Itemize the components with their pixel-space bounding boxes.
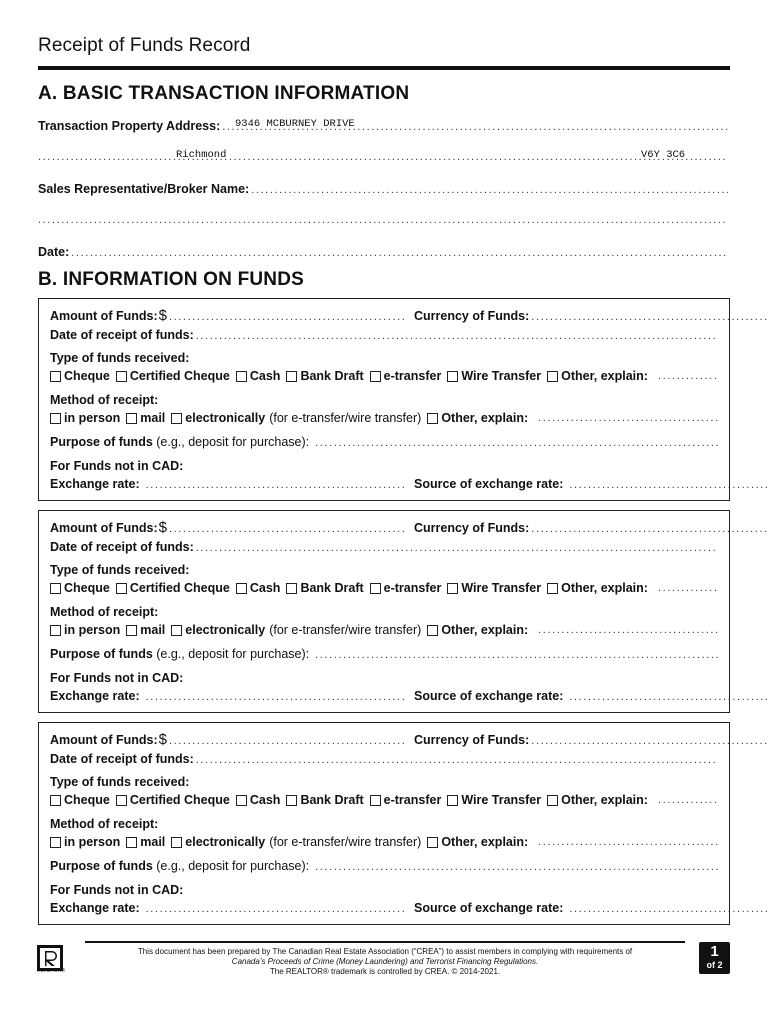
page-number: 1 (710, 943, 719, 960)
footer-line-3: The REALTOR® trademark is controlled by CREA. © 2014-2021. (269, 967, 501, 976)
page-number-badge (699, 942, 730, 974)
option-label: electronically (185, 623, 266, 637)
checkbox[interactable] (116, 583, 127, 594)
option-certified-cheque[interactable] (116, 369, 230, 383)
option-label: in person (64, 411, 121, 425)
section-b-heading: B. INFORMATION ON FUNDS (38, 269, 305, 290)
option-e-transfer[interactable] (370, 369, 442, 383)
option-label: e-transfer (383, 581, 442, 595)
exchange-rate-label: Exchange rate: (50, 477, 140, 491)
rep-label: Sales Representative/Broker Name: (38, 182, 250, 196)
exchange-source-field[interactable] (414, 901, 768, 915)
method-other-dotted-line[interactable] (538, 412, 718, 424)
option-label: mail (140, 411, 166, 425)
method-other-dotted-line[interactable] (538, 836, 718, 848)
checkbox[interactable] (126, 837, 137, 848)
checkbox[interactable] (50, 371, 61, 382)
currency-field[interactable] (414, 733, 768, 747)
option-wire-transfer[interactable] (447, 581, 541, 595)
purpose-field[interactable] (50, 647, 718, 661)
method-other[interactable] (427, 835, 528, 849)
footer-line-2: Canada’s Proceeds of Crime (Money Laundering) and Terrorist Financing Regulations. (231, 957, 539, 966)
footer-rule (85, 941, 685, 943)
option-label: Bank Draft (300, 369, 364, 383)
checkbox[interactable] (447, 795, 458, 806)
amount-dotted-line (169, 735, 406, 747)
exchange-rate-field[interactable] (50, 901, 406, 915)
option-label: Other, explain: (441, 835, 529, 849)
exchange-rate-field[interactable] (50, 477, 406, 491)
option-hint: (for e-transfer/wire transfer) (269, 835, 422, 849)
option-cash[interactable] (236, 581, 281, 595)
method-electronically[interactable] (171, 623, 421, 637)
not-cad-label: For Funds not in CAD: (50, 459, 184, 473)
exchange-source-dotted-line (569, 479, 768, 491)
date-receipt-dotted-line (196, 330, 718, 342)
option-label: Bank Draft (300, 581, 364, 595)
option-label: e-transfer (383, 369, 442, 383)
date-receipt-dotted-line (196, 542, 718, 554)
option-label: Cheque (64, 793, 110, 807)
checkbox[interactable] (50, 837, 61, 848)
checkbox[interactable] (427, 837, 438, 848)
exchange-rate-label: Exchange rate: (50, 901, 140, 915)
method-mail[interactable] (126, 411, 165, 425)
method-electronically[interactable] (171, 835, 421, 849)
dollar-sign: $ (158, 307, 167, 324)
type-received-label: Type of funds received: (50, 351, 190, 365)
option-label: Certified Cheque (129, 369, 230, 383)
amount-label: Amount of Funds: (50, 309, 158, 323)
option-wire-transfer[interactable] (447, 369, 541, 383)
fund-type-options (50, 793, 718, 807)
currency-label: Currency of Funds: (414, 521, 530, 535)
date-receipt-field[interactable] (50, 752, 718, 766)
type-received-label: Type of funds received: (50, 775, 190, 789)
date-receipt-field[interactable] (50, 540, 718, 554)
checkbox[interactable] (116, 371, 127, 382)
currency-field[interactable] (414, 309, 768, 323)
option-cash[interactable] (236, 369, 281, 383)
option-other[interactable] (547, 581, 648, 595)
currency-label: Currency of Funds: (414, 309, 530, 323)
checkbox[interactable] (427, 625, 438, 636)
footer-disclaimer (85, 947, 685, 977)
method-in-person[interactable] (50, 411, 120, 425)
amount-label: Amount of Funds: (50, 733, 158, 747)
address-line1-value: 9346 MCBURNEY DRIVE (235, 118, 355, 130)
option-label: Other, explain: (561, 793, 648, 807)
exchange-rate-label: Exchange rate: (50, 689, 140, 703)
option-wire-transfer[interactable] (447, 793, 541, 807)
document-title: Receipt of Funds Record (38, 35, 251, 56)
fund-record-1 (38, 298, 730, 501)
method-options (50, 623, 718, 637)
purpose-label: Purpose of funds (50, 647, 153, 661)
checkbox[interactable] (447, 583, 458, 594)
type-received-label: Type of funds received: (50, 563, 190, 577)
currency-dotted-line (531, 735, 768, 747)
fund-record-3 (38, 722, 730, 925)
option-certified-cheque[interactable] (116, 581, 230, 595)
method-other[interactable] (427, 411, 528, 425)
checkbox[interactable] (427, 413, 438, 424)
purpose-dotted-line (315, 861, 718, 873)
option-label: Other, explain: (561, 581, 648, 595)
option-certified-cheque[interactable] (116, 793, 230, 807)
rep-field[interactable] (38, 182, 728, 196)
checkbox[interactable] (447, 371, 458, 382)
footer-line-1: This document has been prepared by The Canadian Real Estate Association (“CREA”) to assist members in complying with requirements of (137, 947, 633, 956)
option-label: Cheque (64, 369, 110, 383)
exchange-source-dotted-line (569, 691, 768, 703)
method-other-dotted-line[interactable] (538, 624, 718, 636)
checkbox[interactable] (50, 795, 61, 806)
date-label: Date: (38, 245, 70, 259)
postal-code-value: V6Y 3C6 (641, 149, 686, 161)
exchange-source-label: Source of exchange rate: (414, 689, 564, 703)
option-bank-draft[interactable] (286, 369, 363, 383)
date-dotted-line (71, 247, 728, 259)
option-cash[interactable] (236, 793, 281, 807)
address-field[interactable] (38, 119, 728, 133)
exchange-source-dotted-line (569, 903, 768, 915)
option-label: Other, explain: (441, 411, 529, 425)
date-receipt-dotted-line (196, 754, 718, 766)
method-mail[interactable] (126, 835, 165, 849)
option-bank-draft[interactable] (286, 793, 363, 807)
purpose-field[interactable] (50, 435, 718, 449)
method-other[interactable] (427, 623, 528, 637)
option-bank-draft[interactable] (286, 581, 363, 595)
checkbox[interactable] (286, 795, 297, 806)
checkbox[interactable] (50, 413, 61, 424)
option-label: Cash (249, 369, 281, 383)
checkbox[interactable] (286, 583, 297, 594)
dollar-sign: $ (158, 519, 167, 536)
checkbox[interactable] (370, 795, 381, 806)
rep-dotted-line (251, 184, 728, 196)
option-label: Wire Transfer (461, 369, 542, 383)
currency-label: Currency of Funds: (414, 733, 530, 747)
method-label: Method of receipt: (50, 817, 159, 831)
other-explain-dotted-line[interactable] (658, 582, 718, 594)
other-explain-dotted-line[interactable] (658, 370, 718, 382)
option-label: electronically (185, 411, 266, 425)
rep-line2-dotted-line (38, 214, 728, 226)
purpose-dotted-line (315, 649, 718, 661)
checkbox[interactable] (126, 413, 137, 424)
logo-caption: REALTOR® (37, 968, 66, 974)
page-total: of 2 (706, 960, 723, 970)
checkbox[interactable] (236, 795, 247, 806)
option-cheque[interactable] (50, 793, 110, 807)
purpose-label: Purpose of funds (50, 859, 153, 873)
option-other[interactable] (547, 369, 648, 383)
option-cheque[interactable] (50, 369, 110, 383)
option-hint: (for e-transfer/wire transfer) (269, 623, 422, 637)
amount-field[interactable] (50, 307, 406, 324)
option-cheque[interactable] (50, 581, 110, 595)
dollar-sign: $ (158, 731, 167, 748)
checkbox[interactable] (547, 371, 558, 382)
exchange-rate-field[interactable] (50, 689, 406, 703)
exchange-rate-dotted-line (146, 903, 406, 915)
currency-field[interactable] (414, 521, 768, 535)
checkbox[interactable] (171, 413, 182, 424)
option-label: Cash (249, 581, 281, 595)
exchange-source-label: Source of exchange rate: (414, 901, 564, 915)
amount-field[interactable] (50, 731, 406, 748)
fund-record-2 (38, 510, 730, 713)
option-e-transfer[interactable] (370, 793, 442, 807)
method-options (50, 835, 718, 849)
option-label: Bank Draft (300, 793, 364, 807)
option-label: Other, explain: (561, 369, 648, 383)
purpose-hint: (e.g., deposit for purchase): (156, 647, 310, 661)
method-label: Method of receipt: (50, 393, 159, 407)
purpose-hint: (e.g., deposit for purchase): (156, 859, 310, 873)
option-label: mail (140, 835, 166, 849)
city-value: Richmond (176, 149, 227, 161)
method-in-person[interactable] (50, 623, 120, 637)
section-a-heading: A. BASIC TRANSACTION INFORMATION (38, 83, 410, 104)
method-mail[interactable] (126, 623, 165, 637)
rep-line2-field[interactable] (38, 214, 728, 226)
option-label: in person (64, 623, 121, 637)
fund-type-options (50, 369, 718, 383)
checkbox[interactable] (171, 625, 182, 636)
checkbox[interactable] (547, 795, 558, 806)
purpose-dotted-line (315, 437, 718, 449)
option-label: Wire Transfer (461, 793, 542, 807)
option-label: Other, explain: (441, 623, 529, 637)
fund-type-options (50, 581, 718, 595)
option-label: Cheque (64, 581, 110, 595)
currency-dotted-line (531, 311, 768, 323)
option-label: Certified Cheque (129, 581, 230, 595)
option-hint: (for e-transfer/wire transfer) (269, 411, 422, 425)
exchange-rate-dotted-line (146, 479, 406, 491)
method-electronically[interactable] (171, 411, 421, 425)
date-receipt-field[interactable] (50, 328, 718, 342)
checkbox[interactable] (50, 583, 61, 594)
checkbox[interactable] (236, 371, 247, 382)
method-in-person[interactable] (50, 835, 120, 849)
checkbox[interactable] (370, 583, 381, 594)
checkbox[interactable] (547, 583, 558, 594)
date-receipt-label: Date of receipt of funds: (50, 752, 194, 766)
purpose-hint: (e.g., deposit for purchase): (156, 435, 310, 449)
checkbox[interactable] (236, 583, 247, 594)
option-label: in person (64, 835, 121, 849)
amount-dotted-line (169, 523, 406, 535)
currency-dotted-line (531, 523, 768, 535)
date-receipt-label: Date of receipt of funds: (50, 328, 194, 342)
option-label: electronically (185, 835, 266, 849)
option-e-transfer[interactable] (370, 581, 442, 595)
option-label: Certified Cheque (129, 793, 230, 807)
exchange-rate-dotted-line (146, 691, 406, 703)
option-label: Wire Transfer (461, 581, 542, 595)
exchange-source-field[interactable] (414, 689, 768, 703)
option-label: mail (140, 623, 166, 637)
address-line2-dotted-line (38, 151, 728, 163)
checkbox[interactable] (286, 371, 297, 382)
not-cad-label: For Funds not in CAD: (50, 671, 184, 685)
checkbox[interactable] (171, 837, 182, 848)
address-line2-field[interactable] (38, 151, 728, 163)
checkbox[interactable] (126, 625, 137, 636)
amount-label: Amount of Funds: (50, 521, 158, 535)
method-options (50, 411, 718, 425)
amount-dotted-line (169, 311, 406, 323)
checkbox[interactable] (50, 625, 61, 636)
option-other[interactable] (547, 793, 648, 807)
not-cad-label: For Funds not in CAD: (50, 883, 184, 897)
checkbox[interactable] (370, 371, 381, 382)
option-label: e-transfer (383, 793, 442, 807)
purpose-label: Purpose of funds (50, 435, 153, 449)
exchange-source-label: Source of exchange rate: (414, 477, 564, 491)
other-explain-dotted-line[interactable] (658, 794, 718, 806)
purpose-field[interactable] (50, 859, 718, 873)
address-label: Transaction Property Address: (38, 119, 221, 133)
title-rule (38, 66, 730, 70)
exchange-source-field[interactable] (414, 477, 768, 491)
amount-field[interactable] (50, 519, 406, 536)
checkbox[interactable] (116, 795, 127, 806)
date-receipt-label: Date of receipt of funds: (50, 540, 194, 554)
method-label: Method of receipt: (50, 605, 159, 619)
date-field[interactable] (38, 245, 728, 259)
option-label: Cash (249, 793, 281, 807)
